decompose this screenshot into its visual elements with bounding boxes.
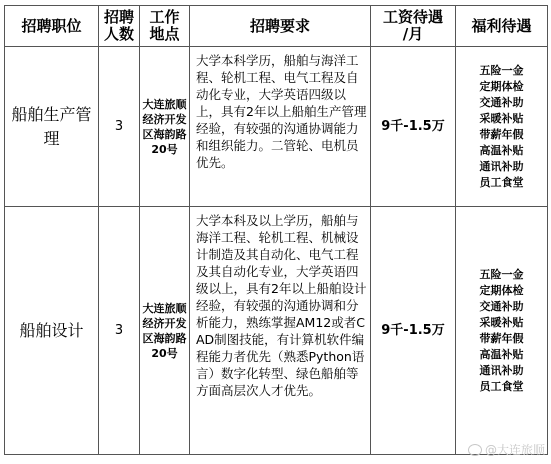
row-position: 船舶生产管理	[5, 47, 99, 207]
benefit-item: 五险一金	[479, 63, 524, 77]
benefit-item: 高温补贴	[479, 347, 524, 361]
benefit-item: 五险一金	[479, 267, 524, 281]
row-count: 3	[99, 47, 140, 207]
row-position: 船舶设计	[5, 207, 99, 455]
row-benefits	[456, 207, 548, 455]
benefit-item: 高温补贴	[479, 143, 524, 157]
row-count: 3	[99, 207, 140, 455]
benefit-item: 交通补助	[479, 299, 524, 313]
header-location-text: 工作 地点	[149, 8, 180, 43]
header-location	[140, 6, 190, 47]
header-count	[99, 6, 140, 47]
weibo-icon	[468, 444, 482, 456]
header-benefits: 福利待遇	[456, 6, 548, 47]
row-benefits	[456, 47, 548, 207]
row-requirements: 大学本科学历，船舶与海洋工程、轮机工程、电气工程及自动化专业，大学英语四级以上，具有2年以上船舶生产管理经验，有较强的沟通协调能力和组织能力。二管轮、电机员优先。	[190, 47, 371, 207]
header-count-text: 招聘 人数	[103, 8, 134, 43]
table-row	[5, 207, 548, 455]
benefit-item: 员工食堂	[479, 175, 524, 189]
benefit-item: 采暖补贴	[479, 111, 524, 125]
benefit-item: 采暖补贴	[479, 315, 524, 329]
watermark	[468, 441, 545, 458]
table-row	[5, 47, 548, 207]
header-salary	[371, 6, 456, 47]
watermark-text: @大连旅顺	[484, 443, 545, 457]
benefit-item: 通讯补助	[479, 363, 524, 377]
benefit-item: 带薪年假	[479, 331, 524, 345]
row-location: 大连旅顺经济开发区海韵路20号	[140, 207, 190, 455]
recruitment-table	[4, 5, 548, 455]
row-salary: 9千-1.5万	[371, 207, 456, 455]
benefit-item: 带薪年假	[479, 127, 524, 141]
header-position: 招聘职位	[5, 6, 99, 47]
row-salary: 9千-1.5万	[371, 47, 456, 207]
benefit-item: 通讯补助	[479, 159, 524, 173]
benefit-item: 定期体检	[479, 283, 524, 297]
benefit-item: 交通补助	[479, 95, 524, 109]
row-requirements: 大学本科及以上学历，船舶与海洋工程、轮机工程、机械设计制造及其自动化、电气工程及其自动化专业，大学英语四级以上，具有2年以上船舶设计经验，有较强的沟通协调和分析能力，熟练掌握AM12或者CAD制图技能，有计算机软件编程能力者优先（熟悉Python语言）数字化转型、绿色船舶等方面高层次人才优先。	[190, 207, 371, 455]
benefit-item: 员工食堂	[479, 379, 524, 393]
table-header-row	[5, 6, 548, 47]
header-salary-text: 工资待遇 /月	[382, 8, 443, 43]
benefit-item: 定期体检	[479, 79, 524, 93]
header-requirements: 招聘要求	[190, 6, 371, 47]
row-location: 大连旅顺经济开发区海韵路20号	[140, 47, 190, 207]
